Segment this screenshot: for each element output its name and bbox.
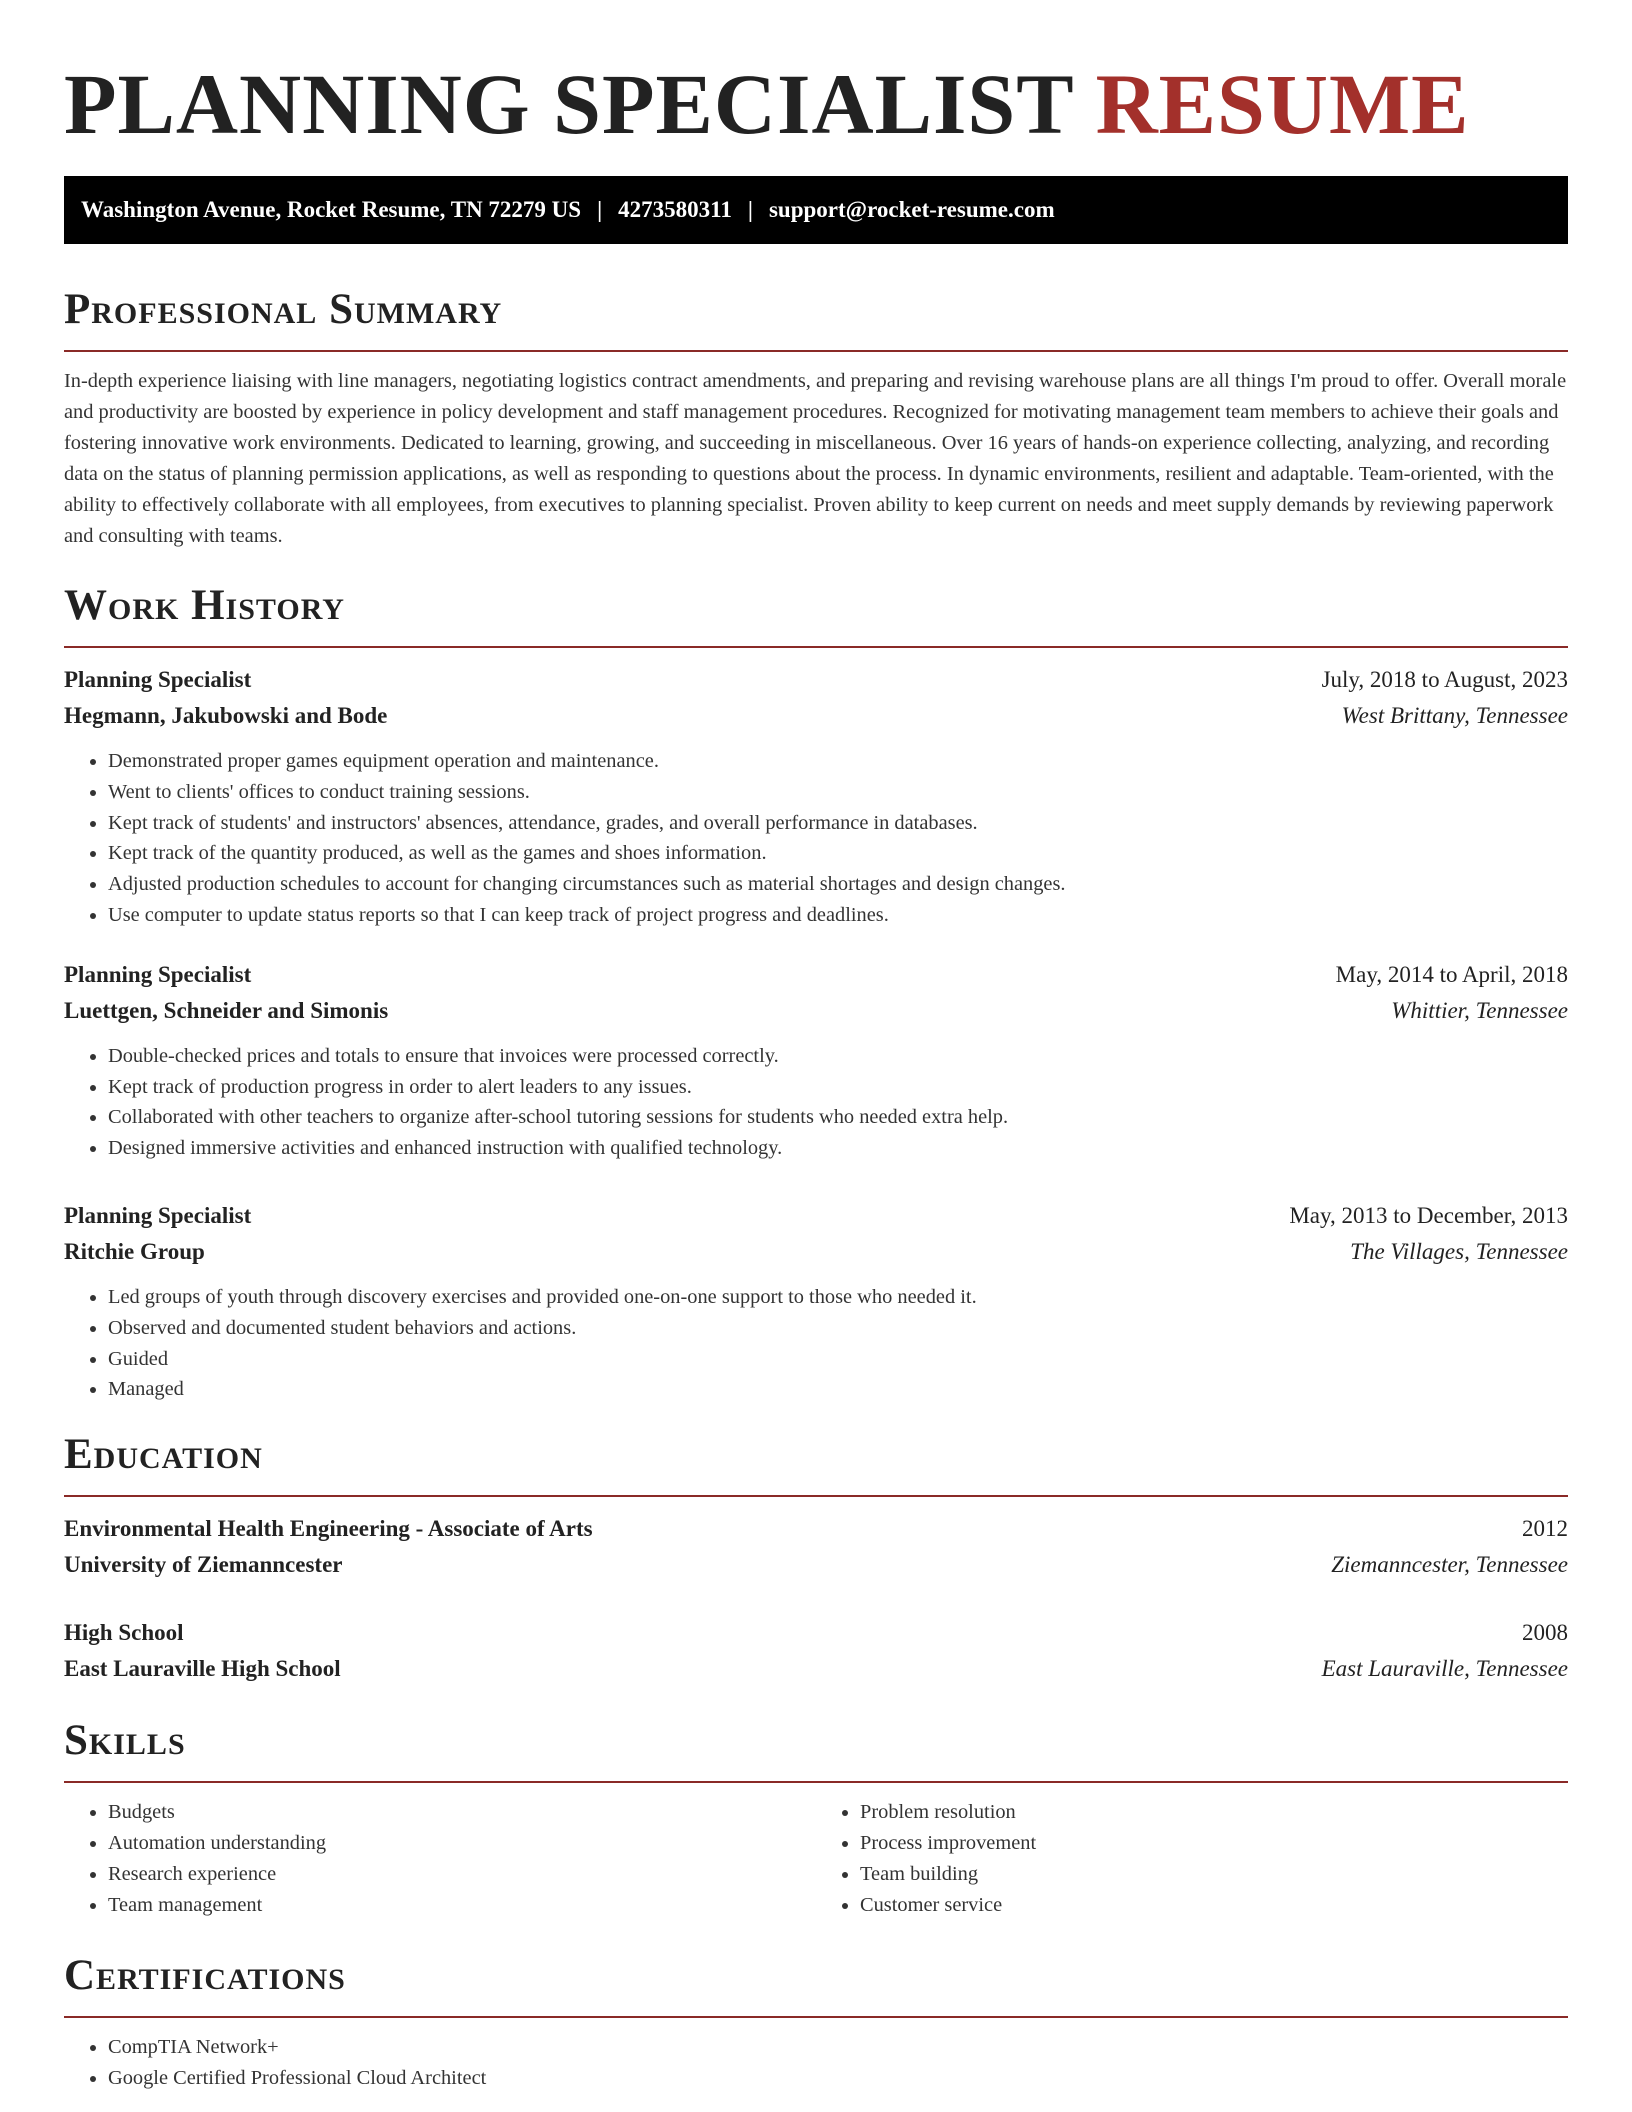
education-year: 2008 bbox=[1522, 1620, 1568, 1646]
section-divider bbox=[64, 646, 1568, 648]
title-accent: RESUME bbox=[1095, 56, 1470, 152]
job-location: Whittier, Tennessee bbox=[1391, 997, 1568, 1023]
education-degree: High School bbox=[64, 1620, 184, 1646]
job-company: Hegmann, Jakubowski and Bode bbox=[64, 703, 388, 728]
contact-phone: 4273580311 bbox=[618, 197, 732, 222]
job-entry bbox=[64, 662, 1568, 931]
section-heading-skills: Skills bbox=[64, 1717, 186, 1765]
work-history-section bbox=[64, 580, 1568, 1405]
job-company-row bbox=[64, 698, 1568, 734]
job-company-row bbox=[64, 1234, 1568, 1270]
list-item: • Problem resolution bbox=[860, 1797, 1568, 1828]
education-entry bbox=[64, 1615, 1568, 1687]
certifications-section bbox=[64, 1950, 1568, 2094]
list-item: • Kept track of the quantity produced, as well as the games and shoes information. bbox=[108, 838, 1568, 869]
education-location: Ziemanncester, Tennessee bbox=[1331, 1552, 1568, 1578]
section-heading-summary: Professional Summary bbox=[64, 286, 503, 333]
job-title: Planning Specialist bbox=[64, 667, 252, 692]
section-heading-work-history: Work History bbox=[64, 582, 345, 629]
education-year: 2012 bbox=[1522, 1516, 1568, 1542]
education-section bbox=[64, 1429, 1568, 1687]
list-item: • Led groups of youth through discovery exercises and provided one-on-one support to those who needed it. bbox=[108, 1282, 1568, 1313]
list-item: • Demonstrated proper games equipment operation and maintenance. bbox=[108, 746, 1568, 777]
list-item: • Observed and documented student behaviors and actions. bbox=[108, 1313, 1568, 1344]
skills-grid bbox=[64, 1783, 1568, 1920]
job-dates: May, 2013 to December, 2013 bbox=[1289, 1202, 1568, 1228]
list-item: • Use computer to update status reports so that I can keep track of project progress and deadlines. bbox=[108, 900, 1568, 931]
education-school: University of Ziemanncester bbox=[64, 1552, 343, 1578]
certifications-list bbox=[64, 2032, 1568, 2094]
job-header-row bbox=[64, 662, 1568, 698]
education-school-row bbox=[64, 1547, 1568, 1583]
job-entry bbox=[64, 957, 1568, 1164]
job-title: Planning Specialist bbox=[64, 1202, 252, 1228]
job-bullets bbox=[64, 1041, 1568, 1164]
job-title: Planning Specialist bbox=[64, 961, 252, 987]
list-item: • Customer service bbox=[860, 1890, 1568, 1921]
list-item: • Kept track of production progress in order to alert leaders to any issues. bbox=[108, 1072, 1568, 1103]
summary-text: In-depth experience liaising with line managers, negotiating logistics contract amendments, and preparing and revising warehouse plans are all things I'm proud to offer. Overall morale and productivity are boosted by experience in policy development and staff management procedures. Recognized for motivating management team members to achieve their goals and fostering innovative work environments. Dedicated to learning, growing, and succeeding in miscellaneous. Over 16 years of hands-on experience collecting, analyzing, and recording data on the status of planning permission applications, as well as responding to questions about the process. In dynamic environments, resilient and adaptable. Team-oriented, with the ability to effectively collaborate with all employees, from executives to planning specialist. Proven ability to keep current on needs and meet supply demands by reviewing paperwork and consulting with teams. bbox=[64, 370, 1567, 547]
list-item: • Adjusted production schedules to account for changing circumstances such as material shortages and design changes. bbox=[108, 869, 1568, 900]
education-school-row bbox=[64, 1651, 1568, 1687]
list-item: • Google Certified Professional Cloud Architect bbox=[108, 2063, 1568, 2094]
job-dates: May, 2014 to April, 2018 bbox=[1335, 961, 1568, 987]
contact-separator: | bbox=[747, 197, 753, 222]
list-item: • Team building bbox=[860, 1859, 1568, 1890]
job-bullets bbox=[64, 1282, 1568, 1405]
job-company-row bbox=[64, 993, 1568, 1029]
job-dates: July, 2018 to August, 2023 bbox=[1321, 667, 1568, 692]
list-item: • Kept track of students' and instructors' absences, attendance, grades, and overall performance in databases. bbox=[108, 808, 1568, 839]
education-header-row bbox=[64, 1511, 1568, 1547]
skills-list-left bbox=[64, 1797, 816, 1920]
list-item: • Guided bbox=[108, 1344, 1568, 1375]
list-item: • Double-checked prices and totals to ensure that invoices were processed correctly. bbox=[108, 1041, 1568, 1072]
education-school: East Lauraville High School bbox=[64, 1656, 341, 1682]
resume-title bbox=[64, 56, 1568, 152]
section-divider bbox=[64, 2016, 1568, 2018]
list-item: • Budgets bbox=[108, 1797, 816, 1828]
section-divider bbox=[64, 1495, 1568, 1497]
contact-email[interactable]: support@rocket-resume.com bbox=[768, 197, 1055, 222]
list-item: • Managed bbox=[108, 1374, 1568, 1405]
list-item: • Went to clients' offices to conduct training sessions. bbox=[108, 777, 1568, 808]
job-company: Ritchie Group bbox=[64, 1238, 205, 1264]
list-item: • Automation understanding bbox=[108, 1828, 816, 1859]
education-header-row bbox=[64, 1615, 1568, 1651]
education-degree: Environmental Health Engineering - Associate of Arts bbox=[64, 1516, 593, 1542]
job-header-row bbox=[64, 957, 1568, 993]
list-item: • Collaborated with other teachers to organize after-school tutoring sessions for students who needed extra help. bbox=[108, 1102, 1568, 1133]
job-bullets bbox=[64, 746, 1568, 931]
job-location: West Brittany, Tennessee bbox=[1341, 703, 1568, 728]
list-item: • CompTIA Network+ bbox=[108, 2032, 1568, 2063]
section-heading-education: Education bbox=[64, 1431, 263, 1479]
contact-bar bbox=[64, 176, 1568, 244]
job-location: The Villages, Tennessee bbox=[1350, 1238, 1568, 1264]
job-entry bbox=[64, 1198, 1568, 1405]
list-item: • Research experience bbox=[108, 1859, 816, 1890]
education-entry bbox=[64, 1511, 1568, 1583]
section-heading-certifications: Certifications bbox=[64, 1952, 346, 2000]
list-item: • Designed immersive activities and enhanced instruction with qualified technology. bbox=[108, 1133, 1568, 1164]
skills-list-right bbox=[816, 1797, 1568, 1920]
title-main: PLANNING SPECIALIST bbox=[64, 56, 1074, 152]
list-item: • Team management bbox=[108, 1890, 816, 1921]
section-divider bbox=[64, 350, 1568, 352]
skills-section bbox=[64, 1715, 1568, 1920]
education-location: East Lauraville, Tennessee bbox=[1321, 1656, 1568, 1682]
contact-separator: | bbox=[597, 197, 603, 222]
contact-address: Washington Avenue, Rocket Resume, TN 72279 US bbox=[81, 197, 582, 222]
job-header-row bbox=[64, 1198, 1568, 1234]
job-company: Luettgen, Schneider and Simonis bbox=[64, 997, 389, 1023]
summary-section bbox=[64, 284, 1568, 552]
list-item: • Process improvement bbox=[860, 1828, 1568, 1859]
